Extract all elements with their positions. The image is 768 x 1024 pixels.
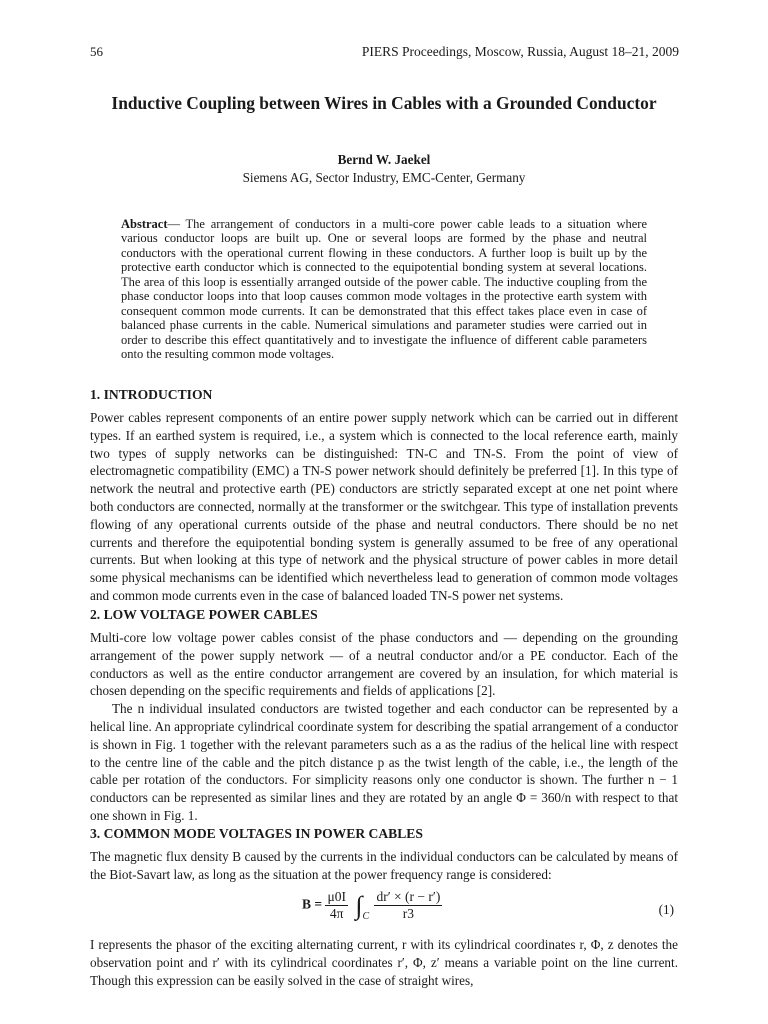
section-body-common-mode-voltages-cont <box>90 936 678 989</box>
abstract-text: — The arrangement of conductors in a multi-core power cable leads to a situation where various conductor loops are built up. One or several loops are formed by the phase and neutral conductors with the operational current flowing in these conductors. A further loop is built up by the protective earth conductor which is connected to the equipotential bonding system at several locations. The area of this loop is essentially arranged outside of the power cable. The inductive coupling from the phase conductor loops into that loop causes common mode voltages in the protective earth system with consequent common mode currents. It can be demonstrated that this effect takes place even in case of balanced phase currents in the cable. Numerical simulations and parameter studies were carried out in order to describe this effect quantitatively and to investigate the influence of different cable parameters onto the resulting common mode voltages. <box>121 217 647 362</box>
page-number: 56 <box>90 44 103 59</box>
paper-title: Inductive Coupling between Wires in Cables with a Grounded Conductor <box>111 93 657 113</box>
section-heading-introduction: 1. INTRODUCTION <box>90 387 213 402</box>
coefficient-numerator: μ0I <box>327 889 346 904</box>
coefficient-denominator: 4π <box>329 906 344 921</box>
author-name: Bernd W. Jaekel <box>337 152 431 167</box>
paragraph: Multi-core low voltage power cables consist of the phase conductors and — depending on the grounding arrangement of the power supply network — of a neutral conductor and/or a PE conductor. Each of the conductors as well as the entire conductor arrangement are covered by an insulation, for which material is chosen depending on the specific requirements and fields of applications [2]. <box>90 630 678 699</box>
equation-lhs: B = <box>302 896 323 912</box>
integral-domain: C <box>362 910 370 922</box>
section-heading-common-mode-voltages: 3. COMMON MODE VOLTAGES IN POWER CABLES <box>90 826 423 841</box>
abstract <box>121 217 647 362</box>
integrand-numerator: dr′ × (r − r′) <box>376 889 441 904</box>
integral-sign: ∫ <box>355 890 363 920</box>
equation-coefficient <box>325 889 347 922</box>
equation-body <box>302 889 442 922</box>
equation-integrand <box>374 889 442 922</box>
section-heading-low-voltage-power-cables: 2. LOW VOLTAGE POWER CABLES <box>90 607 318 622</box>
integrand-denominator: r3 <box>402 906 415 921</box>
paragraph: I represents the phasor of the exciting alternating current, r with its cylindrical coordinates r, Φ, z denotes the observation point and r′ with its cylindrical coordinates r′, Φ, z′ means a variable point on the line current. Though this expression can be easily solved in the case of straight wires, <box>90 937 678 988</box>
section-body-introduction <box>90 409 678 605</box>
equation-number: (1) <box>658 902 674 917</box>
paragraph: Power cables represent components of an entire power supply network which can be carried out in different types. If an earthed system is required, i.e., a system which is connected to the local reference earth, mainly two types of supply networks can be distinguished: TN-C and TN-S. From the point of view of electromagnetic compatibility (EMC) a TN-S power network should definitely be preferred [1]. In this type of network the neutral and protective earth (PE) conductors are strictly separated except at one net point where both conductors are connected, normally at the transformer or the switchgear. This type of installation prevents flowing of any operational currents outside of the phase and neutral conductors. There should be no net currents and therefore the equipotential bonding system is generally assumed to be free of any operational currents. But when looking at this type of network and the physical structure of power cables in more detail some physical mechanisms can be identified which nevertheless lead to generation of common mode voltages and common mode currents even in the case of balanced loaded TN-S power net systems. <box>90 410 678 603</box>
paragraph: The magnetic flux density B caused by the currents in the individual conductors can be calculated by means of the Biot-Savart law, as long as the situation at the power frequency range is considered: <box>90 849 678 882</box>
section-body-common-mode-voltages <box>90 848 678 884</box>
equation-biot-savart <box>90 889 678 933</box>
running-header: PIERS Proceedings, Moscow, Russia, August 18–21, 2009 <box>361 44 679 59</box>
paragraph: The n individual insulated conductors are twisted together and each conductor can be represented by a helical line. An appropriate cylindrical coordinate system for describing the spatial arrangement of a conductor is shown in Fig. 1 together with the relevant parameters such as a as the radius of the helical line with respect to the centre line of the cable and the pitch distance p as the twist length of the cable, i.e., the length of the cable per rotation of the conductors. For simplicity reasons only one conductor is shown. The further n − 1 conductors can be represented as similar lines and they are rotated by an angle Φ = 360/n with respect to that one shown in Fig. 1. <box>90 701 678 823</box>
section-body-low-voltage-power-cables <box>90 629 678 825</box>
author-affiliation: Siemens AG, Sector Industry, EMC-Center, Germany <box>242 170 526 185</box>
abstract-label: Abstract <box>121 217 168 231</box>
